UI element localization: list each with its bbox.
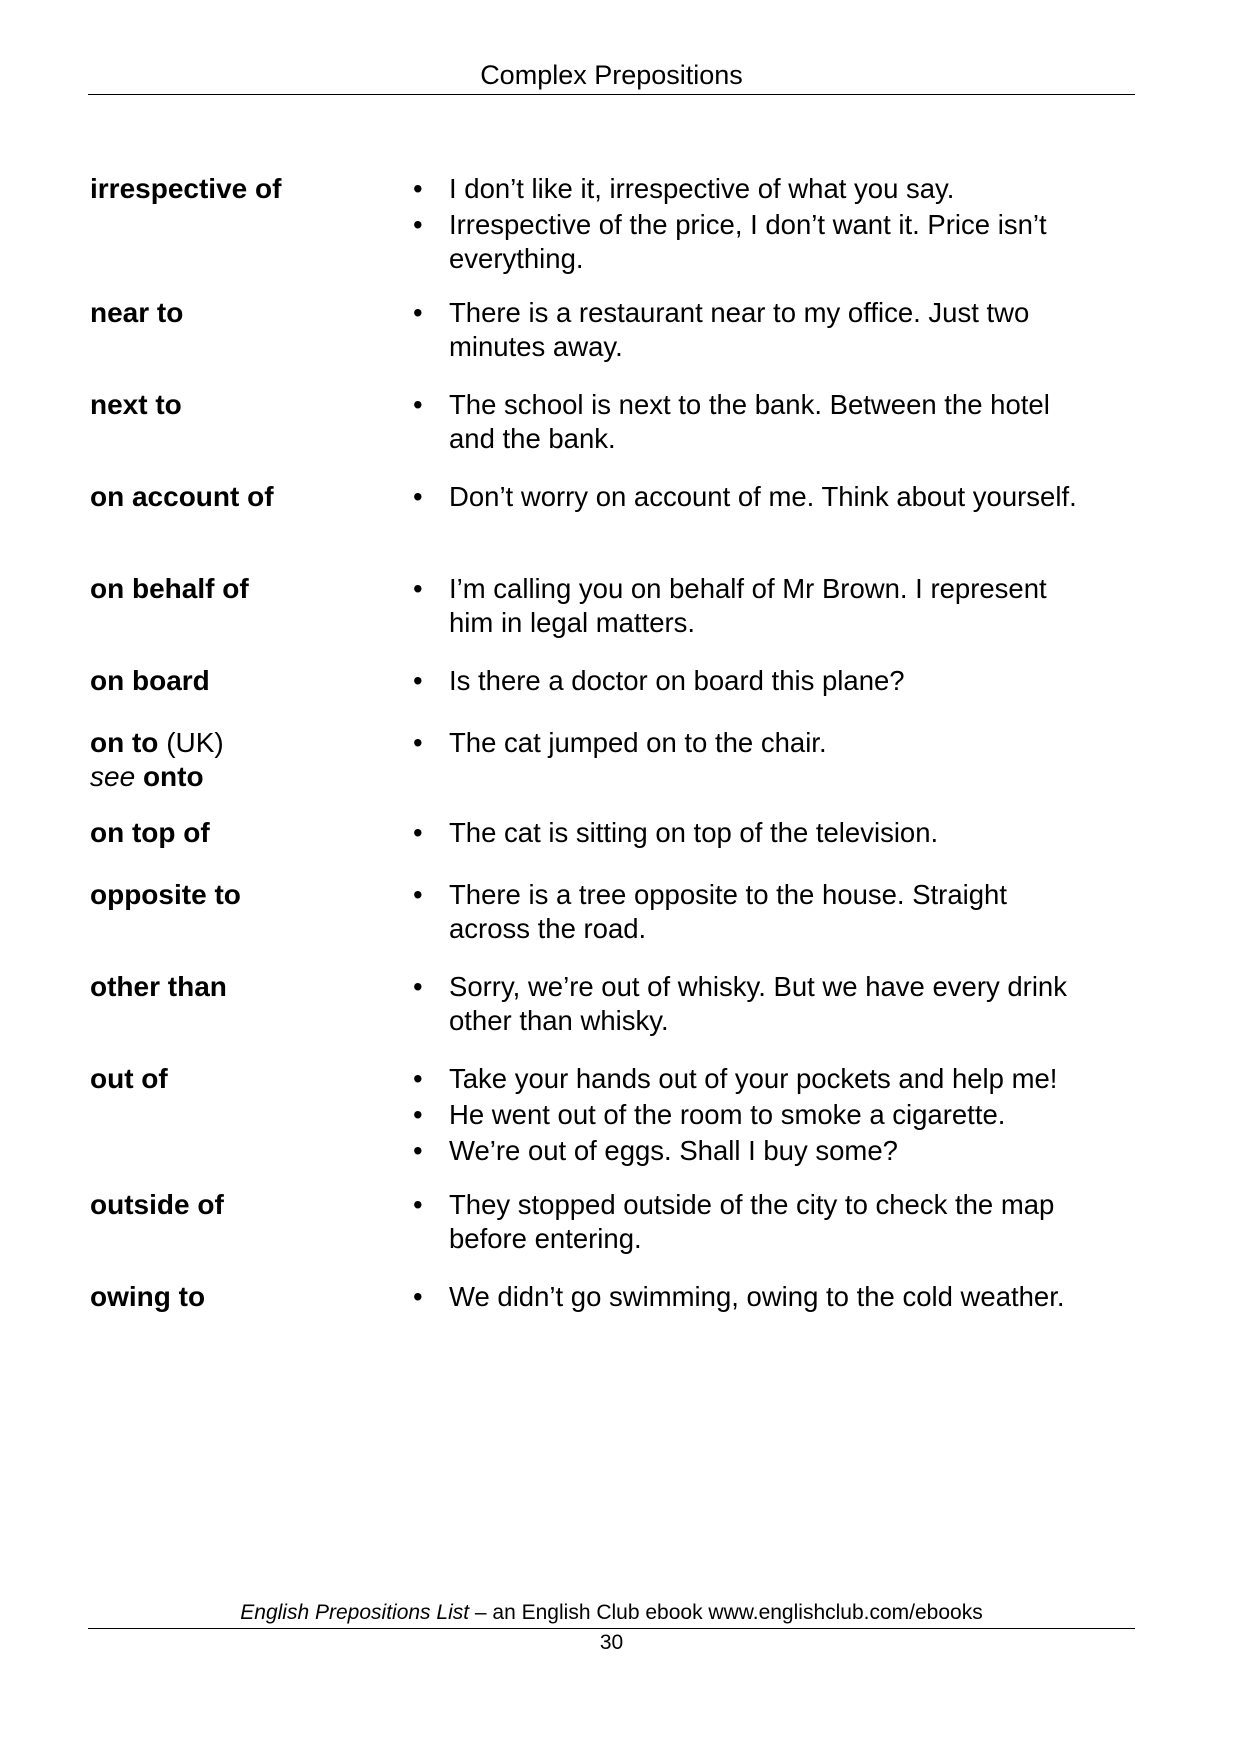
- entry-term: [90, 480, 413, 514]
- entry-term: [90, 388, 413, 422]
- example-list: [413, 388, 1120, 458]
- example-list: [413, 480, 1120, 516]
- example-list: [413, 572, 1120, 642]
- term-text: out of: [90, 1063, 168, 1094]
- entry-on-behalf-of: [90, 572, 1120, 664]
- example-text: Take your hands out of your pockets and help me!: [449, 1063, 1058, 1094]
- entry-term: [90, 1062, 413, 1096]
- entry-term: [90, 572, 413, 606]
- entry-term: [90, 1188, 413, 1222]
- term-text: opposite to: [90, 879, 241, 910]
- entry-term: [90, 878, 413, 912]
- example-item: [413, 296, 1120, 364]
- entry-opposite-to: [90, 878, 1120, 970]
- entry-term: [90, 296, 413, 330]
- bullet-icon: •: [413, 209, 423, 240]
- entry-near-to: [90, 296, 1120, 388]
- example-item: [413, 1188, 1120, 1256]
- example-list: [413, 1062, 1129, 1170]
- entry-on-account-of: [90, 480, 1120, 572]
- example-list: [413, 1280, 1120, 1316]
- entry-term: [90, 970, 413, 1004]
- entry-outside-of: [90, 1188, 1120, 1280]
- bullet-icon: •: [413, 297, 423, 328]
- see-term: onto: [142, 761, 204, 792]
- footer-text: – an English Club ebook www.englishclub.com/ebooks: [469, 1601, 983, 1624]
- footer-credit: [88, 1600, 1135, 1629]
- term-text: owing to: [90, 1281, 206, 1312]
- term-text: next to: [90, 389, 182, 420]
- example-text: There is a restaurant near to my office. Just two minutes away.: [449, 297, 1030, 362]
- example-list: [413, 664, 1120, 700]
- example-text: Irrespective of the price, I don’t want it. Price isn’t everything.: [449, 209, 1047, 274]
- bullet-icon: •: [413, 1189, 423, 1220]
- example-item: [413, 388, 1120, 456]
- entry-term: [90, 664, 413, 698]
- entry-term: [90, 1280, 413, 1314]
- bullet-icon: •: [413, 1281, 423, 1312]
- example-text: The school is next to the bank. Between the hotel and the bank.: [449, 389, 1050, 454]
- entry-out-of: [90, 1062, 1120, 1188]
- entry-other-than: [90, 970, 1120, 1062]
- bullet-icon: •: [413, 879, 423, 910]
- bullet-icon: •: [413, 665, 423, 696]
- example-list: [413, 816, 1120, 852]
- bullet-icon: •: [413, 971, 423, 1002]
- footer-book-title: English Prepositions List: [240, 1601, 470, 1624]
- example-text: The cat jumped on to the chair.: [449, 727, 827, 758]
- term-text: on behalf of: [90, 573, 249, 604]
- example-text: The cat is sitting on top of the television.: [449, 817, 939, 848]
- entry-next-to: [90, 388, 1120, 480]
- example-text: We’re out of eggs. Shall I buy some?: [449, 1135, 898, 1166]
- term-text: on account of: [90, 481, 274, 512]
- term-text: other than: [90, 971, 227, 1002]
- bullet-icon: •: [413, 389, 423, 420]
- entry-on-top-of: [90, 816, 1120, 878]
- bullet-icon: •: [413, 481, 423, 512]
- bullet-icon: •: [413, 1135, 423, 1166]
- prepositions-list: [90, 172, 1120, 1372]
- example-list: [413, 726, 1120, 762]
- entry-term: [90, 172, 413, 206]
- example-item: [413, 208, 1120, 276]
- example-list: [413, 172, 1120, 278]
- example-list: [413, 970, 1120, 1040]
- example-text: Sorry, we’re out of whisky. But we have every drink other than whisky.: [449, 971, 1067, 1036]
- term-text: near to: [90, 297, 184, 328]
- example-text: I’m calling you on behalf of Mr Brown. I represent him in legal matters.: [449, 573, 1047, 638]
- see-label: see: [90, 761, 136, 792]
- example-list: [413, 296, 1120, 366]
- example-item: [413, 816, 1120, 850]
- example-item: [413, 1280, 1120, 1314]
- example-text: Is there a doctor on board this plane?: [449, 665, 905, 696]
- example-text: He went out of the room to smoke a cigarette.: [449, 1099, 1006, 1130]
- example-text: There is a tree opposite to the house. Straight across the road.: [449, 879, 1007, 944]
- page-title: Complex Prepositions: [480, 60, 743, 90]
- example-text: I don’t like it, irrespective of what you say.: [449, 173, 955, 204]
- page-header: [88, 58, 1135, 95]
- bullet-icon: •: [413, 573, 423, 604]
- page-footer: [88, 1600, 1135, 1656]
- term-text: on to: [90, 727, 159, 758]
- example-item: [413, 664, 1120, 698]
- example-text: They stopped outside of the city to check the map before entering.: [449, 1189, 1055, 1254]
- term-note: (UK): [166, 727, 224, 758]
- example-item: [413, 572, 1120, 640]
- example-item: [413, 970, 1120, 1038]
- page-number: 30: [599, 1631, 624, 1654]
- example-item: [413, 480, 1120, 514]
- example-list: [413, 878, 1120, 948]
- entry-term: [90, 816, 413, 850]
- entry-owing-to: [90, 1280, 1120, 1372]
- term-text: outside of: [90, 1189, 224, 1220]
- bullet-icon: •: [413, 727, 423, 758]
- bullet-icon: •: [413, 173, 423, 204]
- example-text: We didn’t go swimming, owing to the cold weather.: [449, 1281, 1065, 1312]
- example-item: [413, 172, 1120, 206]
- bullet-icon: •: [413, 1099, 423, 1130]
- see-also: [90, 760, 413, 794]
- entry-on-to: [90, 726, 1120, 816]
- term-text: on board: [90, 665, 210, 696]
- example-item: [413, 878, 1120, 946]
- bullet-icon: •: [413, 817, 423, 848]
- example-text: Don’t worry on account of me. Think about yourself.: [449, 481, 1077, 512]
- bullet-icon: •: [413, 1063, 423, 1094]
- term-text: on top of: [90, 817, 210, 848]
- entry-term: [90, 726, 413, 794]
- example-item: [413, 1062, 1129, 1096]
- entry-irrespective-of: [90, 172, 1120, 296]
- term-line: [90, 726, 413, 760]
- example-item: [413, 726, 1120, 760]
- entry-on-board: [90, 664, 1120, 726]
- term-text: irrespective of: [90, 173, 282, 204]
- example-item: [413, 1098, 1129, 1132]
- example-list: [413, 1188, 1120, 1258]
- example-item: [413, 1134, 1129, 1168]
